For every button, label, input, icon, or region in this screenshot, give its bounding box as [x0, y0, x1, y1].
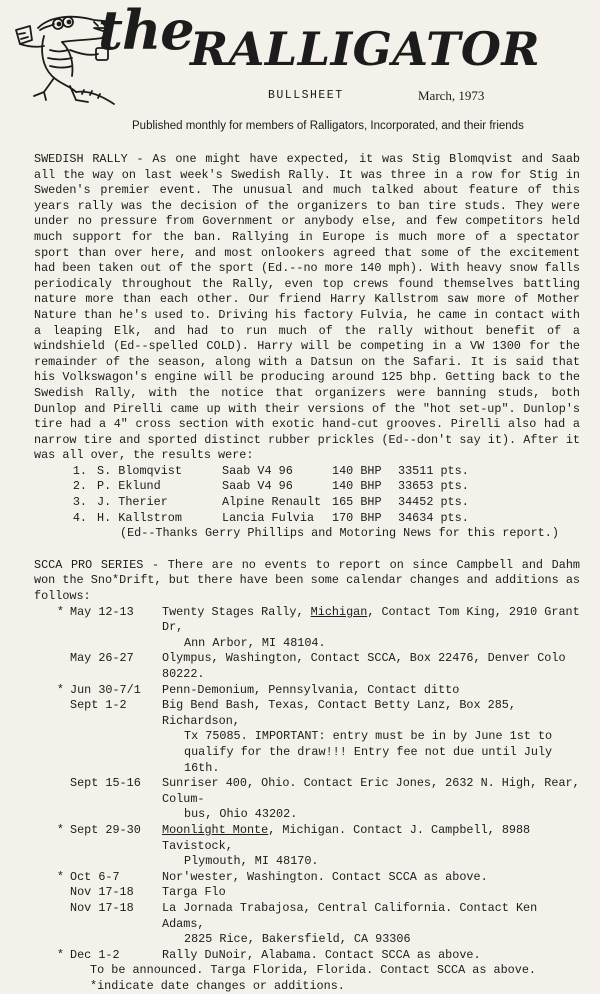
- event-row: [34, 605, 580, 636]
- results-row: [34, 495, 580, 511]
- event-details: Big Bend Bash, Texas, Contact Betty Lanz, Box 285, Richardson,: [162, 698, 516, 728]
- event-date: May 12-13: [70, 604, 134, 619]
- event-change-marker: *: [56, 682, 64, 697]
- event-row: [34, 885, 580, 901]
- result-bhp: 170 BHP: [332, 510, 382, 525]
- article-body: [34, 152, 580, 994]
- result-car: Saab V4 96: [222, 479, 293, 494]
- result-driver: P. Eklund: [97, 479, 161, 494]
- result-car: Alpine Renault: [222, 495, 322, 510]
- result-bhp: 140 BHP: [332, 463, 382, 478]
- result-driver: S. Blomqvist: [97, 463, 182, 478]
- event-change-marker: [34, 885, 70, 901]
- event-details: Moonlight Monte, Michigan. Contact J. Campbell, 8988 Tavistock,: [162, 822, 531, 853]
- event-date: Nov 17-18: [70, 900, 134, 915]
- event-row: [34, 870, 580, 886]
- event-underlined-name: Michigan: [310, 604, 368, 619]
- result-car: Saab V4 96: [222, 463, 293, 478]
- result-bhp: 140 BHP: [332, 479, 382, 494]
- result-driver: J. Therier: [97, 495, 168, 510]
- event-details-continued: Ann Arbor, MI 48104.: [184, 635, 326, 650]
- event-change-marker: *: [56, 947, 64, 962]
- event-row: [34, 683, 580, 699]
- masthead-bullsheet: BULLSHEET: [268, 89, 344, 102]
- result-position: 3.: [72, 495, 87, 510]
- event-date: Dec 1-2: [70, 947, 120, 962]
- event-change-marker: *: [56, 604, 64, 619]
- masthead-the: the: [98, 0, 194, 62]
- event-date: Jun 30-7/1: [70, 682, 141, 697]
- result-bhp: 165 BHP: [332, 495, 382, 510]
- result-points: 33653 pts.: [398, 479, 469, 494]
- event-date: Sept 1-2: [70, 698, 127, 713]
- event-calendar: [34, 605, 580, 964]
- result-position: 1.: [72, 463, 87, 478]
- result-driver: H. Kallstrom: [97, 510, 182, 525]
- event-details: Twenty Stages Rally, Michigan, Contact Tom King, 2910 Grant Dr,: [162, 604, 580, 635]
- event-date: Sept 29-30: [70, 822, 141, 837]
- event-row: [34, 651, 580, 682]
- event-change-marker: [34, 901, 70, 932]
- event-row: [34, 948, 580, 964]
- result-car: Lancia Fulvia: [222, 510, 315, 525]
- event-row: [34, 698, 580, 729]
- event-change-marker: *: [56, 822, 64, 837]
- results-row: [34, 464, 580, 480]
- event-date: May 26-27: [70, 651, 134, 666]
- footnote: *indicate date changes or additions.: [90, 978, 345, 993]
- event-change-marker: *: [56, 869, 64, 884]
- result-points: 34452 pts.: [398, 495, 469, 510]
- event-details: Olympus, Washington, Contact SCCA, Box 22476, Denver Colo 80222.: [162, 651, 566, 681]
- event-date: Oct 6-7: [70, 869, 120, 884]
- swedish-rally-paragraph: SWEDISH RALLY - As one might have expected, it was Stig Blomqvist and Saab all the way on last week's Swedish Rally. It was three in a row for Stig in Sweden's premier event. The unusual and much talked about feature of this years rally was the decision of the organizers to ban tire studs. They were under no pressure from Government or anybody else, and few competitors held much support for the ban. Rallying in Europe is much more of a spectator sport than over here, and most onlookers agreed that some of the excitement had been taken out of the sport (Ed.--no more 140 mph). With heavy snow falls periodicaly throughout the Rally, even top crews found themselves battling nature more than each other. Our friend Harry Kallstrom saw more of Mother Nature than he's used to. Driving his factory Fulvia, he came in contact with a leaping Elk, and had to run much of the rally without benefit of a windshield (Ed--spelled COLD). Harry will be competing in a VW 1300 for the remainder of the season, along with a Datsun on the Safari. It is said that his Volkswagon's engine will be producing around 125 bhp. Getting back to the Swedish Rally, with the notice that organizers were banning studs, both Dunlop and Pirelli came up with their versions of the "hot set-up". Dunlop's tire had a 4" cross section with exotic hand-cut grooves. Pirelli also had a narrow tire and sported distinct rubber prickles (Ed--don't say it). After it was all over, the results were:: [34, 152, 580, 463]
- results-row: [34, 479, 580, 495]
- event-row: [34, 776, 580, 807]
- results-table: [34, 464, 580, 526]
- masthead-title: RALLIGATOR: [190, 22, 541, 76]
- event-details-continued: 2825 Rice, Bakersfield, CA 93306: [184, 932, 411, 947]
- event-change-marker: [34, 651, 70, 682]
- scca-intro: SCCA PRO SERIES - There are no events to report on since Campbell and Dahm won the Sno*Drift, but there have been some calendar changes and additions as follows:: [34, 557, 580, 604]
- masthead-tagline: Published monthly for members of Ralligators, Incorporated, and their friends: [132, 120, 524, 132]
- tba-line: To be announced. Targa Florida, Florida. Contact SCCA as above.: [90, 963, 536, 978]
- event-underlined-name: Moonlight Monte: [162, 822, 269, 837]
- event-details: Targa Flo: [162, 885, 226, 900]
- issue-date: March, 1973: [418, 88, 485, 103]
- event-date: Nov 17-18: [70, 885, 134, 900]
- result-points: 33511 pts.: [398, 463, 469, 478]
- event-details: Rally DuNoir, Alabama. Contact SCCA as above.: [162, 947, 481, 962]
- event-details: Nor'wester, Washington. Contact SCCA as above.: [162, 869, 488, 884]
- event-change-marker: [34, 776, 70, 807]
- event-details: La Jornada Trabajosa, Central California. Contact Ken Adams,: [162, 900, 538, 931]
- result-position: 4.: [72, 510, 87, 525]
- results-row: [34, 511, 580, 527]
- event-change-marker: [34, 698, 70, 729]
- result-position: 2.: [72, 479, 87, 494]
- event-row: [34, 823, 580, 854]
- result-points: 34634 pts.: [398, 510, 469, 525]
- event-details-continued: Tx 75085. IMPORTANT: entry must be in by June 1st to qualify for the draw!!! Entry fee not due until July 16th.: [184, 729, 553, 775]
- event-details: Penn-Demonium, Pennsylvania, Contact ditto: [162, 682, 460, 697]
- credits-note: (Ed--Thanks Gerry Phillips and Motoring News for this report.): [120, 526, 559, 541]
- event-row: [34, 901, 580, 932]
- event-details-continued: bus, Ohio 43202.: [184, 807, 298, 822]
- event-details: Sunriser 400, Ohio. Contact Eric Jones, 2632 N. High, Rear, Colum-: [162, 776, 580, 806]
- event-date: Sept 15-16: [70, 776, 141, 791]
- event-details-continued: Plymouth, MI 48170.: [184, 854, 319, 869]
